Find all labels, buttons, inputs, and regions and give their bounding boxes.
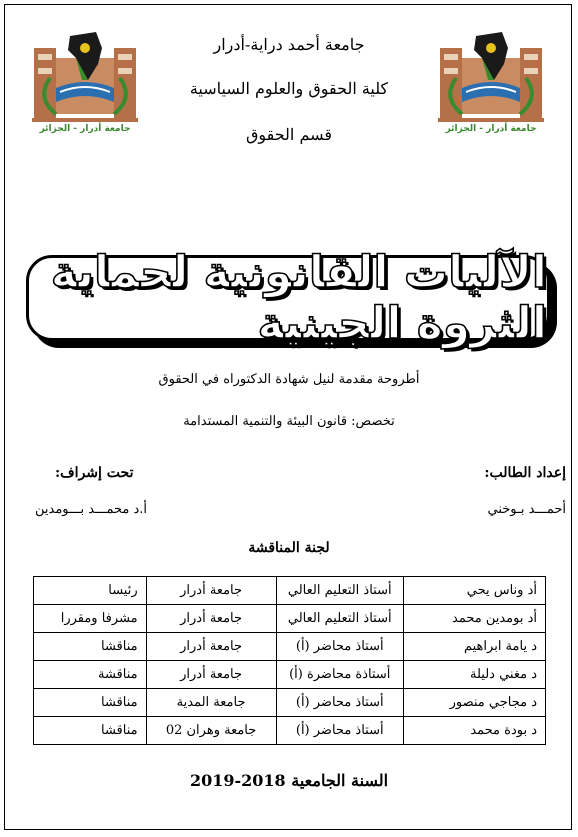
member-rank: أستاذ محاضر (أ): [276, 689, 403, 717]
member-rank: أستاذة محاضرة (أ): [276, 661, 403, 689]
member-institution: جامعة أدرار: [146, 633, 276, 661]
member-name: أد وناس يحي: [403, 577, 545, 605]
table-row: [34, 577, 546, 605]
member-role: مناقشا: [34, 689, 147, 717]
logo-caption: جامعة أدرار - الجزائر: [445, 124, 537, 134]
member-role: مناقشة: [34, 661, 147, 689]
supervisor-label: تحت إشراف:: [55, 465, 134, 481]
member-role: مناقشا: [34, 633, 147, 661]
student-name: أحمـــد بـوخني: [487, 502, 566, 517]
thesis-subtitle: أطروحة مقدمة لنيل شهادة الدكتوراه في الحقوق: [158, 372, 420, 387]
member-institution: جامعة أدرار: [146, 605, 276, 633]
thesis-specialty: تخصص: قانون البيئة والتنمية المستدامة: [183, 414, 395, 429]
thesis-title-box: [26, 247, 550, 349]
table-row: [34, 689, 546, 717]
logo-caption: جامعة أدرار - الجزائر: [39, 124, 131, 134]
member-institution: جامعة المدية: [146, 689, 276, 717]
member-rank: أستاذ التعليم العالي: [276, 577, 403, 605]
member-institution: جامعة وهران 02: [146, 717, 276, 745]
committee-table: [33, 576, 546, 745]
member-role: رئيسا: [34, 577, 147, 605]
table-row: [34, 717, 546, 745]
member-role: مناقشا: [34, 717, 147, 745]
member-name: د مغني دليلة: [403, 661, 545, 689]
supervisor-name: أ.د محمـــد بـــومدين: [35, 502, 147, 517]
member-institution: جامعة أدرار: [146, 577, 276, 605]
member-name: د يامة ابراهيم: [403, 633, 545, 661]
university-name: جامعة أحمد دراية-أدرار: [213, 35, 365, 54]
member-rank: أستاذ محاضر (أ): [276, 633, 403, 661]
member-rank: أستاذ محاضر (أ): [276, 717, 403, 745]
member-role: مشرفا ومقررا: [34, 605, 147, 633]
table-row: [34, 605, 546, 633]
committee-title: لجنة المناقشة: [248, 540, 330, 556]
department-name: قسم الحقوق: [245, 125, 333, 144]
member-rank: أستاذ التعليم العالي: [276, 605, 403, 633]
thesis-title: الآليات القانونية لحماية الثروة الجينية: [50, 247, 547, 349]
student-label: إعداد الطالب:: [484, 465, 566, 481]
member-name: د مجاجي منصور: [403, 689, 545, 717]
member-name: أد بومدين محمد: [403, 605, 545, 633]
academic-year: السنة الجامعية 2018-2019: [189, 771, 389, 790]
member-name: د بودة محمد: [403, 717, 545, 745]
member-institution: جامعة أدرار: [146, 661, 276, 689]
table-row: [34, 633, 546, 661]
table-row: [34, 661, 546, 689]
faculty-name: كلية الحقوق والعلوم السياسية: [189, 79, 389, 98]
